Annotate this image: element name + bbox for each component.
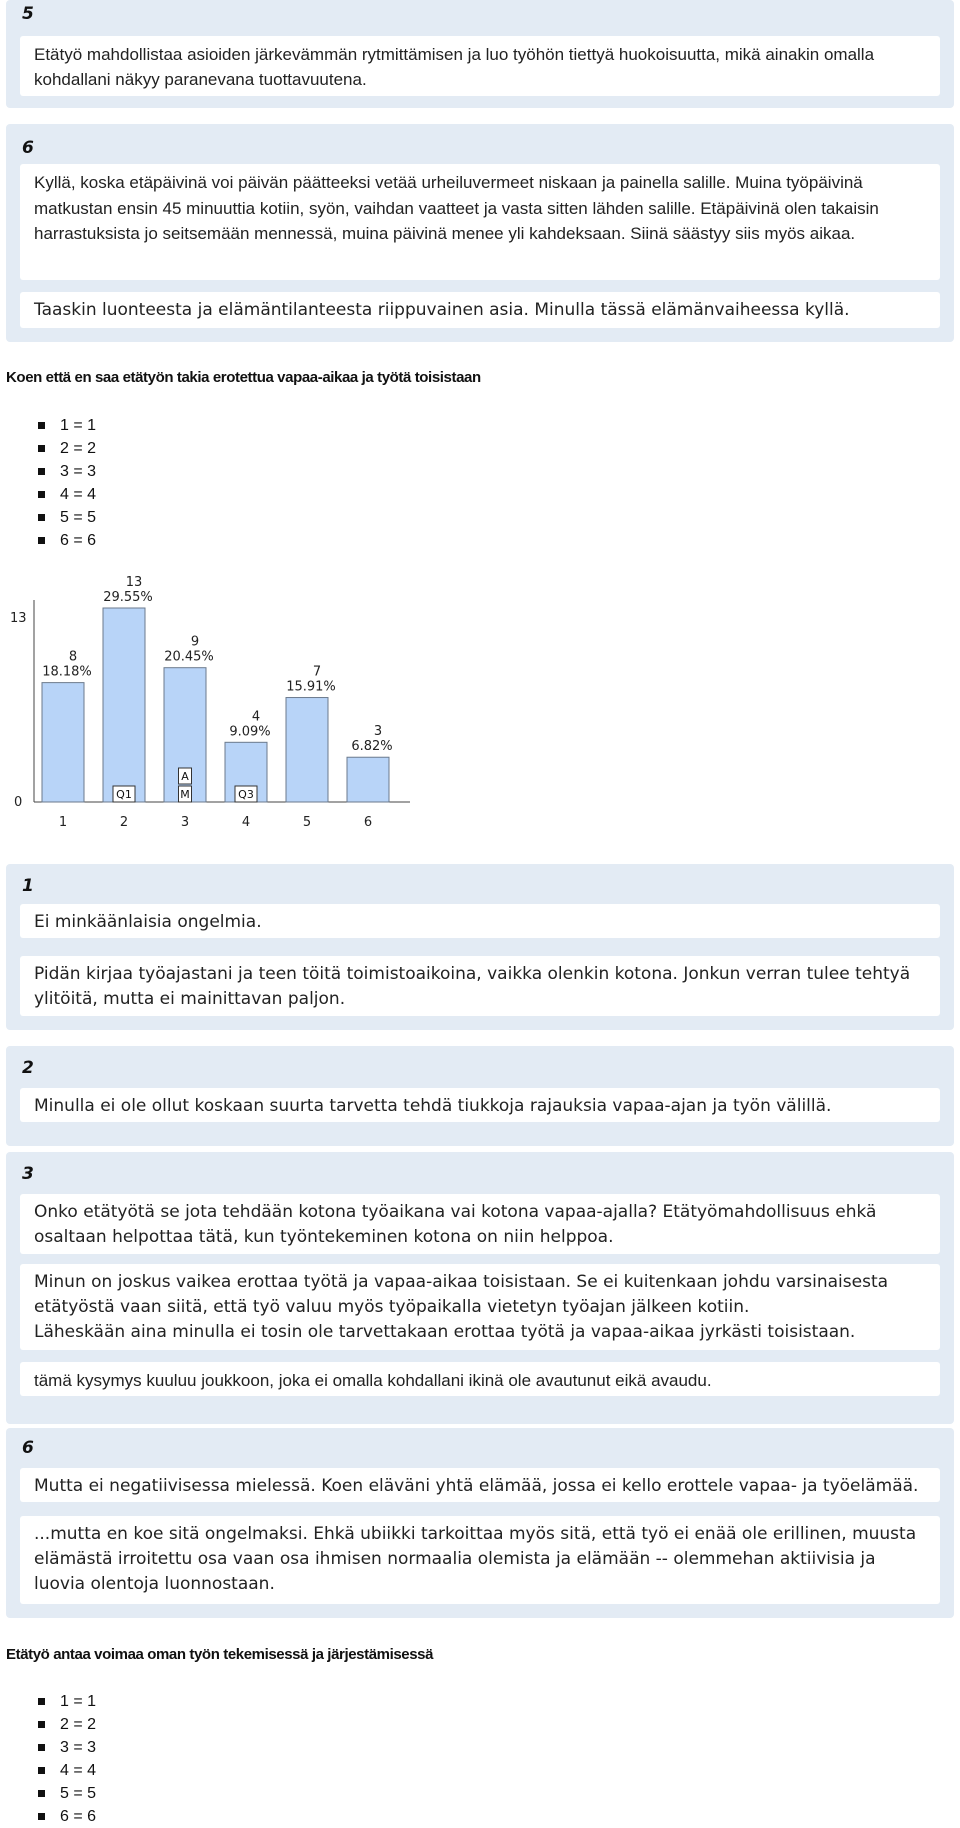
- x-tick-label: 6: [363, 815, 373, 830]
- response-group-5: [6, 0, 954, 108]
- bar-count-label: 8: [68, 649, 78, 665]
- group-title: 1: [22, 876, 34, 896]
- group-title: 3: [22, 1164, 34, 1184]
- answer-text: Etätyö mahdollistaa asioiden järkevämmän rytmittämisen ja luo työhön tiettyä huokoisuutta, mikä ainakin omalla kohdallani näkyy paranevana tuottavuutena.: [20, 36, 940, 96]
- answer-text: [20, 1264, 940, 1350]
- answer-text: Taaskin luonteesta ja elämäntilanteesta riippuvainen asia. Minulla tässä elämänvaiheessa kyllä.: [20, 292, 940, 328]
- response-group-2: [6, 1046, 954, 1146]
- bar: [347, 757, 389, 802]
- marker-label: Q3: [238, 788, 254, 801]
- scale-legend: [34, 1690, 96, 1828]
- bar: [103, 608, 145, 802]
- bar-percent-label: 18.18%: [42, 664, 92, 680]
- answer-text: Kyllä, koska etäpäivinä voi päivän päätteeksi vetää urheiluvermeet niskaan ja painella salille. Muina työpäivinä matkustan ensin 45 minuuttia kotiin, syön, vaihdan vaatteet ja vasta sitten lähden salille. Etäpäivinä olen takaisin harrastuksista jo seitsemään mennessä, muina päivinä menee yli kahdeksaan. Siinä säästyy siis myös aikaa.: [20, 164, 940, 280]
- bar-percent-label: 15.91%: [286, 679, 336, 695]
- group-title: 6: [22, 1438, 34, 1458]
- bar-count-label: 3: [373, 724, 383, 740]
- question-title: Etätyö antaa voimaa oman työn tekemisessä ja järjestämisessä: [6, 1646, 434, 1663]
- bar-chart: [6, 570, 414, 848]
- y-tick-label: 13: [10, 611, 27, 626]
- answer-line: Minun on joskus vaikea erottaa työtä ja vapaa-aikaa toisistaan. Se ei kuitenkaan johdu varsinaisesta etätyöstä vaan siitä, että työ valuu myös työpaikalla vietetyn työajan jälkeen kotiin.: [34, 1272, 889, 1317]
- bar: [42, 683, 84, 802]
- scale-item: 6 = 6: [34, 1805, 96, 1828]
- x-tick-label: 1: [58, 815, 68, 830]
- bar-percent-label: 20.45%: [164, 649, 214, 665]
- bar-count-label: 9: [190, 634, 200, 650]
- scale-item: 5 = 5: [34, 1782, 96, 1805]
- response-group-3: [6, 1152, 954, 1424]
- bar: [286, 698, 328, 802]
- bar-percent-label: 29.55%: [103, 590, 153, 605]
- response-group-6: [6, 124, 954, 342]
- bar-count-label: 13: [125, 575, 143, 590]
- answer-line: Läheskään aina minulla ei tosin ole tarvettakaan erottaa työtä ja vapaa-aikaa jyrkästi toisistaan.: [34, 1322, 856, 1342]
- bar-percent-label: 9.09%: [229, 724, 271, 740]
- bar-chart-svg: [6, 570, 414, 848]
- answer-text: tämä kysymys kuuluu joukkoon, joka ei omalla kohdallani ikinä ole avautunut eikä avaudu.: [20, 1362, 940, 1396]
- bar-percent-label: 6.82%: [351, 739, 393, 755]
- answer-text: Onko etätyötä se jota tehdään kotona työaikana vai kotona vapaa-ajalla? Etätyömahdollisuus ehkä osaltaan helpottaa tätä, kun työntekeminen kotona on niin helppoa.: [20, 1194, 940, 1254]
- y-tick-label: 0: [14, 795, 23, 810]
- x-tick-label: 3: [180, 815, 190, 830]
- marker-label: A: [181, 770, 189, 783]
- group-title: 6: [22, 138, 34, 158]
- question-title: Koen että en saa etätyön takia erotettua vapaa-aikaa ja työtä toisistaan: [6, 369, 481, 386]
- x-tick-label: 2: [119, 815, 129, 830]
- scale-item: 2 = 2: [34, 1713, 96, 1736]
- scale-item: 3 = 3: [34, 460, 96, 483]
- scale-item: 6 = 6: [34, 529, 96, 552]
- group-title: 5: [22, 4, 34, 24]
- scale-item: 4 = 4: [34, 1759, 96, 1782]
- marker-label: Q1: [116, 788, 132, 801]
- scale-item: 5 = 5: [34, 506, 96, 529]
- scale-legend: [34, 414, 96, 552]
- response-group-6b: [6, 1428, 954, 1618]
- x-tick-label: 4: [241, 815, 251, 830]
- answer-text: Minulla ei ole ollut koskaan suurta tarvetta tehdä tiukkoja rajauksia vapaa-ajan ja työn välillä.: [20, 1088, 940, 1122]
- answer-text: ...mutta en koe sitä ongelmaksi. Ehkä ubiikki tarkoittaa myös sitä, että työ ei enää ole erillinen, muusta elämästä irroitettu osa vaan osa ihmisen normaalia olemista ja elämään -- olemmehan aktiivisia ja luovia olentoja luonnostaan.: [20, 1516, 940, 1604]
- scale-item: 3 = 3: [34, 1736, 96, 1759]
- answer-text: Mutta ei negatiivisessa mielessä. Koen eläväni yhtä elämää, jossa ei kello erottele vapaa- ja työelämää.: [20, 1468, 940, 1502]
- answer-text: Pidän kirjaa työajastani ja teen töitä toimistoaikoina, vaikka olenkin kotona. Jonkun verran tulee tehtyä ylitöitä, mutta ei mainittavan paljon.: [20, 956, 940, 1016]
- x-tick-label: 5: [302, 815, 312, 830]
- answer-text: Ei minkäänlaisia ongelmia.: [20, 904, 940, 938]
- scale-item: 1 = 1: [34, 414, 96, 437]
- response-group-1: [6, 864, 954, 1030]
- bar-count-label: 7: [312, 664, 322, 680]
- scale-item: 4 = 4: [34, 483, 96, 506]
- scale-item: 1 = 1: [34, 1690, 96, 1713]
- group-title: 2: [22, 1058, 34, 1078]
- bar-count-label: 4: [251, 709, 261, 725]
- marker-label: M: [180, 788, 190, 801]
- scale-item: 2 = 2: [34, 437, 96, 460]
